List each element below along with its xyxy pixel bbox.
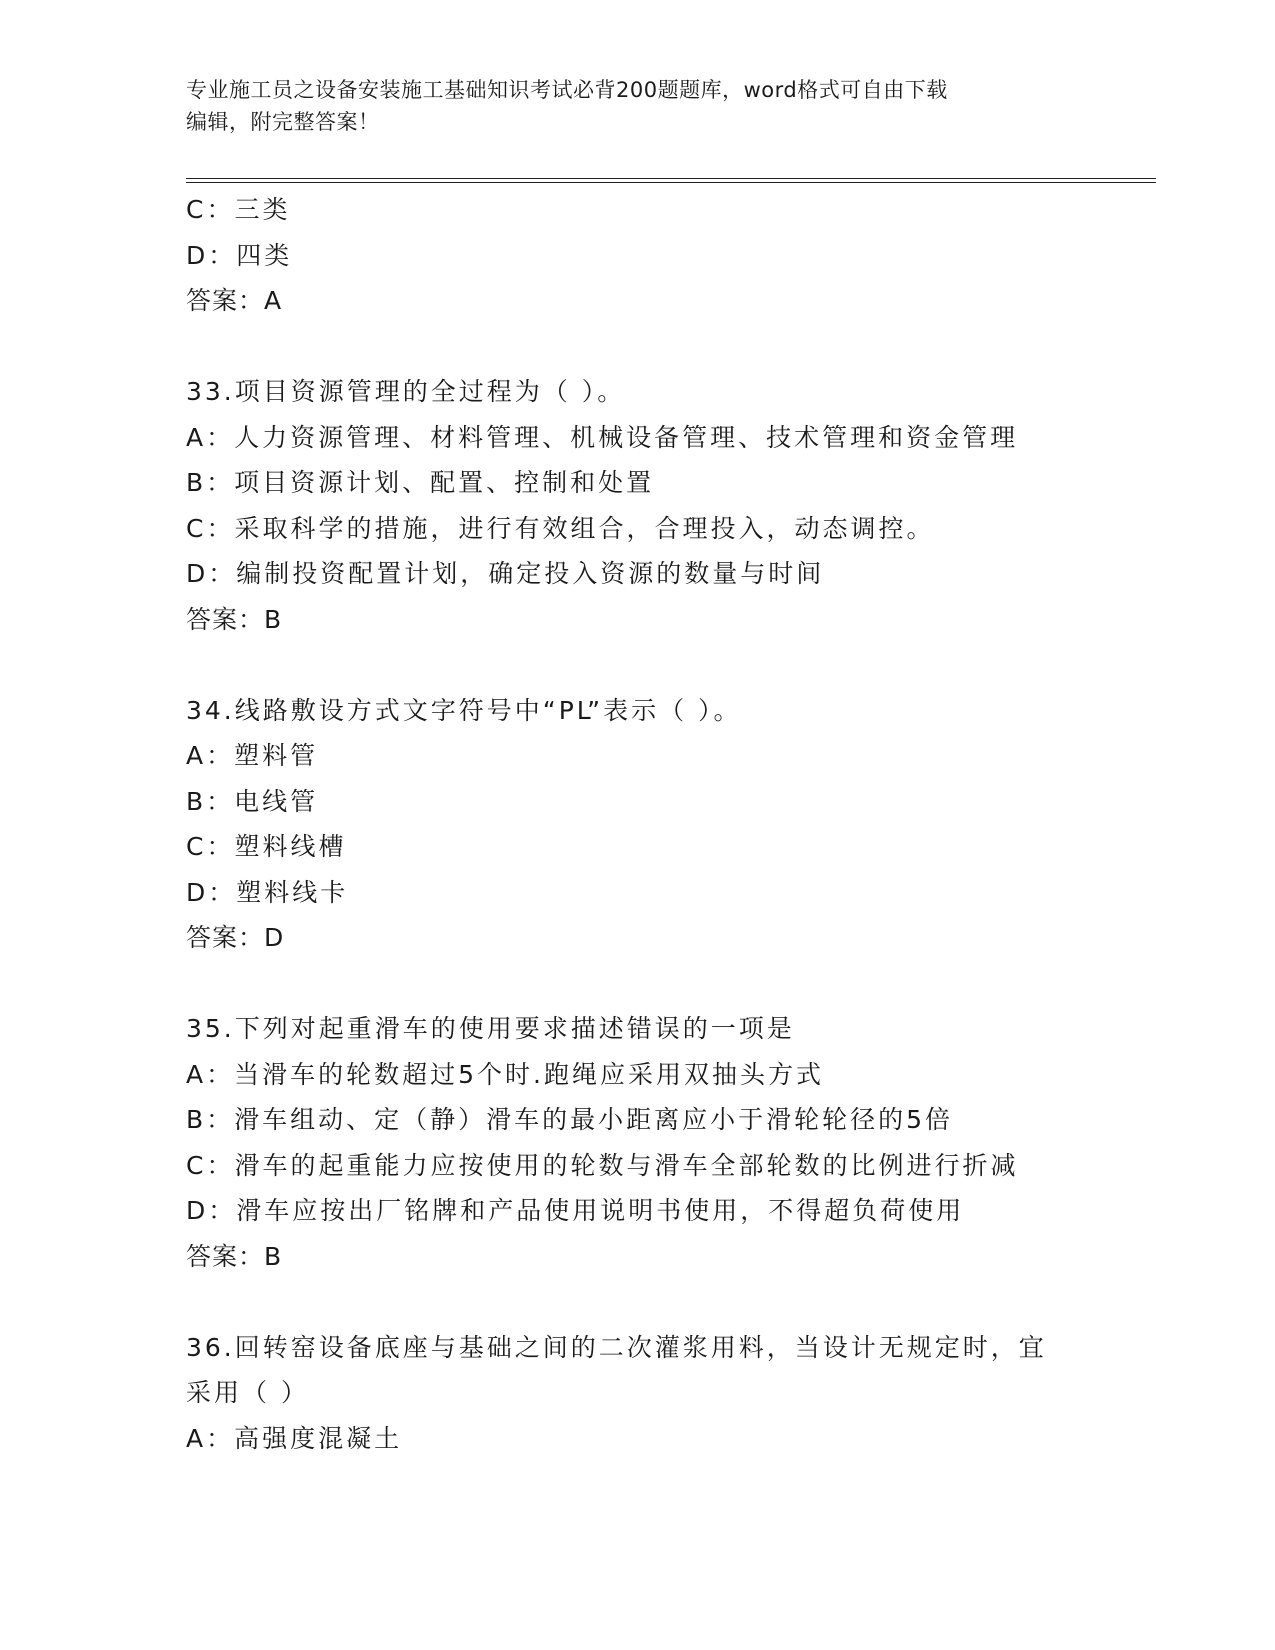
question-text: 34.线路敷设方式文字符号中“PL”表示（ ）。 [186, 695, 742, 725]
page-header [186, 74, 1066, 138]
question-list [186, 187, 1156, 1461]
header-divider [186, 178, 1156, 183]
header-title-line-1: 专业施工员之设备安装施工基础知识考试必背200题题库，word格式可自由下载 [186, 78, 948, 102]
option-a: A：当滑车的轮数超过5个时.跑绳应采用双抽头方式 [186, 1059, 824, 1089]
option-d: D：滑车应按出厂铭牌和产品使用说明书使用，不得超负荷使用 [186, 1196, 965, 1225]
header-title-line-2: 编辑，附完整答案！ [186, 110, 380, 134]
option-d: D：塑料线卡 [186, 877, 349, 907]
question-block-35 [186, 1006, 1156, 1279]
question-block-33 [186, 369, 1156, 642]
answer-line: 答案：A [186, 286, 283, 315]
option-a: A：高强度混凝土 [186, 1423, 403, 1453]
option-b: B：滑车组动、定（静）滑车的最小距离应小于滑轮轮径的5倍 [186, 1105, 954, 1134]
question-block-36 [186, 1325, 1156, 1462]
document-page [186, 0, 1156, 1650]
option-b: B：电线管 [186, 786, 319, 816]
answer-line: 答案：D [186, 923, 285, 952]
option-c: C：三类 [186, 195, 291, 224]
question-block-32 [186, 187, 1156, 324]
question-text-line-1: 36.回转窑设备底座与基础之间的二次灌浆用料，当设计无规定时，宜 [186, 1332, 1047, 1362]
question-block-34 [186, 688, 1156, 961]
answer-line: 答案：B [186, 604, 283, 634]
option-a: A：塑料管 [186, 741, 319, 770]
question-text-line-2: 采用（ ） [186, 1378, 309, 1407]
option-d: D：编制投资配置计划，确定投入资源的数量与时间 [186, 559, 825, 588]
option-c: C：采取科学的措施，进行有效组合，合理投入，动态调控。 [186, 513, 935, 543]
option-c: C：塑料线槽 [186, 832, 347, 861]
option-c: C：滑车的起重能力应按使用的轮数与滑车全部轮数的比例进行折减 [186, 1150, 1019, 1180]
answer-line: 答案：B [186, 1241, 283, 1271]
option-a: A：人力资源管理、材料管理、机械设备管理、技术管理和资金管理 [186, 422, 1019, 452]
question-text: 33.项目资源管理的全过程为（ ）。 [186, 377, 626, 406]
question-text: 35.下列对起重滑车的使用要求描述错误的一项是 [186, 1014, 795, 1043]
option-b: B：项目资源计划、配置、控制和处置 [186, 468, 655, 497]
option-d: D：四类 [186, 240, 293, 270]
